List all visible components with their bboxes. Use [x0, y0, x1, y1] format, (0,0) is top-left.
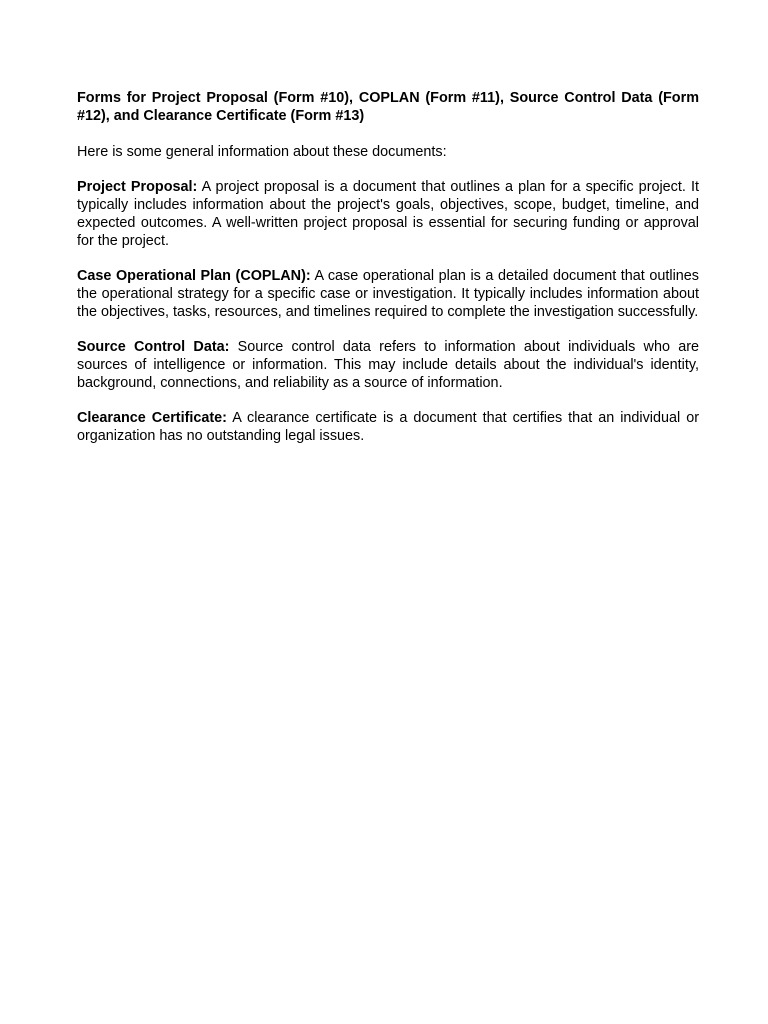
section-coplan: [77, 267, 699, 321]
intro-paragraph: Here is some general information about these documents:: [77, 144, 447, 160]
section-term: Project Proposal:: [77, 179, 198, 195]
document-page: [77, 89, 699, 462]
section-text: A project proposal is a document that outlines a plan for a specific project. It typically includes information about the project's goals, objectives, scope, budget, timeline, and expected outcomes. A well-written project proposal is essential for securing funding or approval for the project.: [77, 179, 700, 249]
section-text: Source control data refers to information about individuals who are sources of intelligence or information. This may include details about the individual's identity, background, connections, and reliability as a source of information.: [77, 339, 699, 391]
document-title: Forms for Project Proposal (Form #10), COPLAN (Form #11), Source Control Data (Form #12), and Clearance Certificate (Form #13): [77, 90, 699, 124]
section-term: Clearance Certificate:: [77, 410, 227, 426]
section-term: Case Operational Plan (COPLAN):: [77, 268, 311, 284]
section-text: A clearance certificate is a document that certifies that an individual or organization has no outstanding legal issues.: [77, 410, 700, 444]
section-clearance-certificate: [77, 409, 699, 445]
section-term: Source Control Data:: [77, 339, 230, 355]
section-text: A case operational plan is a detailed document that outlines the operational strategy for a specific case or investigation. It typically includes information about the objectives, tasks, resources, and timelines required to complete the investigation successfully.: [77, 268, 699, 320]
section-source-control-data: [77, 338, 699, 392]
section-project-proposal: [77, 178, 699, 250]
